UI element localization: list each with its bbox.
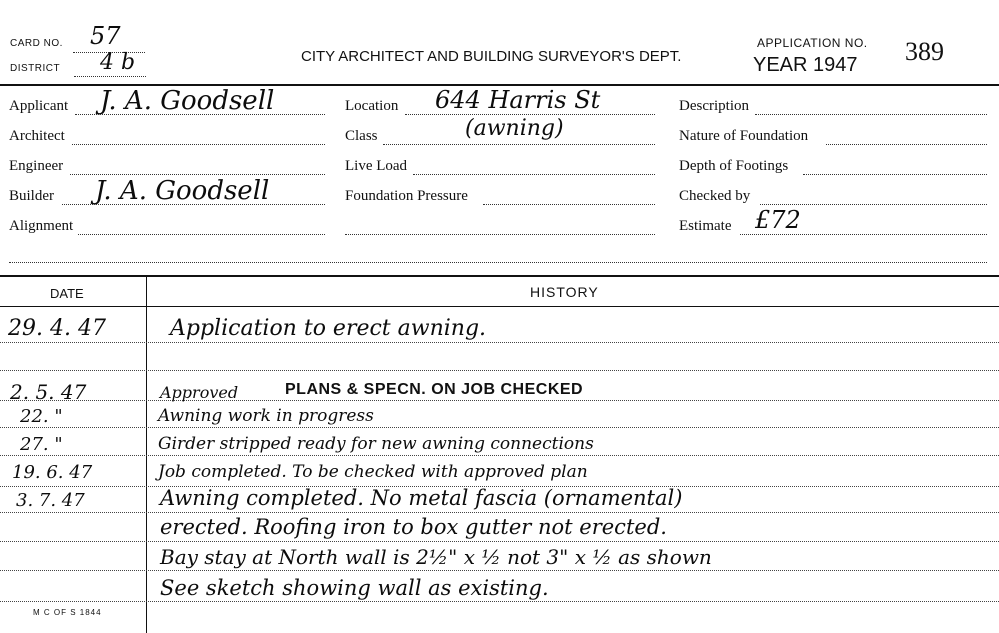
engineer-label: Engineer xyxy=(9,158,64,174)
row-6-history: Job completed. To be checked with approved plan xyxy=(158,462,588,482)
row-5-history: Girder stripped ready for new awning connections xyxy=(158,434,594,454)
row-10-history: See sketch showing wall as existing. xyxy=(160,576,549,600)
application-number: 389 xyxy=(905,37,944,66)
checked-by-label: Checked by xyxy=(679,188,751,204)
row-6-date: 19. 6. 47 xyxy=(12,462,93,483)
application-label: APPLICATION NO. xyxy=(757,36,868,50)
estimate-label: Estimate xyxy=(679,218,732,234)
applicant-value: J. A. Goodsell xyxy=(100,86,275,116)
builder-value: J. A. Goodsell xyxy=(95,176,270,206)
row-8-history: erected. Roofing iron to box gutter not erected. xyxy=(160,515,667,539)
district-label: DISTRICT xyxy=(10,63,61,74)
applicant-label: Applicant xyxy=(9,98,69,114)
row-9-history: Bay stay at North wall is 2½" x ½ not 3" x ½ as shown xyxy=(160,545,712,569)
row-1-history: Application to erect awning. xyxy=(170,316,487,341)
row-7-date: 3. 7. 47 xyxy=(16,490,85,511)
department-title: CITY ARCHITECT AND BUILDING SURVEYOR'S DEPT. xyxy=(301,48,682,65)
history-column-header: HISTORY xyxy=(530,284,599,300)
district-value: 4 b xyxy=(100,50,136,75)
row-3-date: 2. 5. 47 xyxy=(10,380,87,404)
location-value: 644 Harris St xyxy=(435,86,601,114)
row-4-history: Awning work in progress xyxy=(158,406,374,426)
plans-checked-stamp: PLANS & SPECN. ON JOB CHECKED xyxy=(285,381,584,398)
year-label: YEAR 1947 xyxy=(753,54,858,76)
foundation-pressure-label: Foundation Pressure xyxy=(345,188,468,204)
form-code: M C OF S 1844 xyxy=(33,608,102,617)
row-5-date: 27. " xyxy=(20,434,63,455)
row-3-history: Approved xyxy=(160,383,239,402)
row-1-date: 29. 4. 47 xyxy=(8,316,106,341)
architect-label: Architect xyxy=(9,128,65,144)
card-no-label: CARD NO. xyxy=(10,38,63,49)
alignment-label: Alignment xyxy=(9,218,74,234)
class-value: (awning) xyxy=(465,116,564,141)
estimate-value: £72 xyxy=(755,206,801,234)
nature-of-foundation-label: Nature of Foundation xyxy=(679,128,809,144)
card-no-value: 57 xyxy=(90,22,121,50)
class-label: Class xyxy=(345,128,378,144)
date-column-header: DATE xyxy=(50,286,84,301)
liveload-label: Live Load xyxy=(345,158,408,174)
row-7-history: Awning completed. No metal fascia (ornamental) xyxy=(160,486,683,510)
location-label: Location xyxy=(345,98,399,114)
row-4-date: 22. " xyxy=(20,406,63,427)
depth-of-footings-label: Depth of Footings xyxy=(679,158,789,174)
builder-label: Builder xyxy=(9,188,54,204)
description-label: Description xyxy=(679,98,749,114)
